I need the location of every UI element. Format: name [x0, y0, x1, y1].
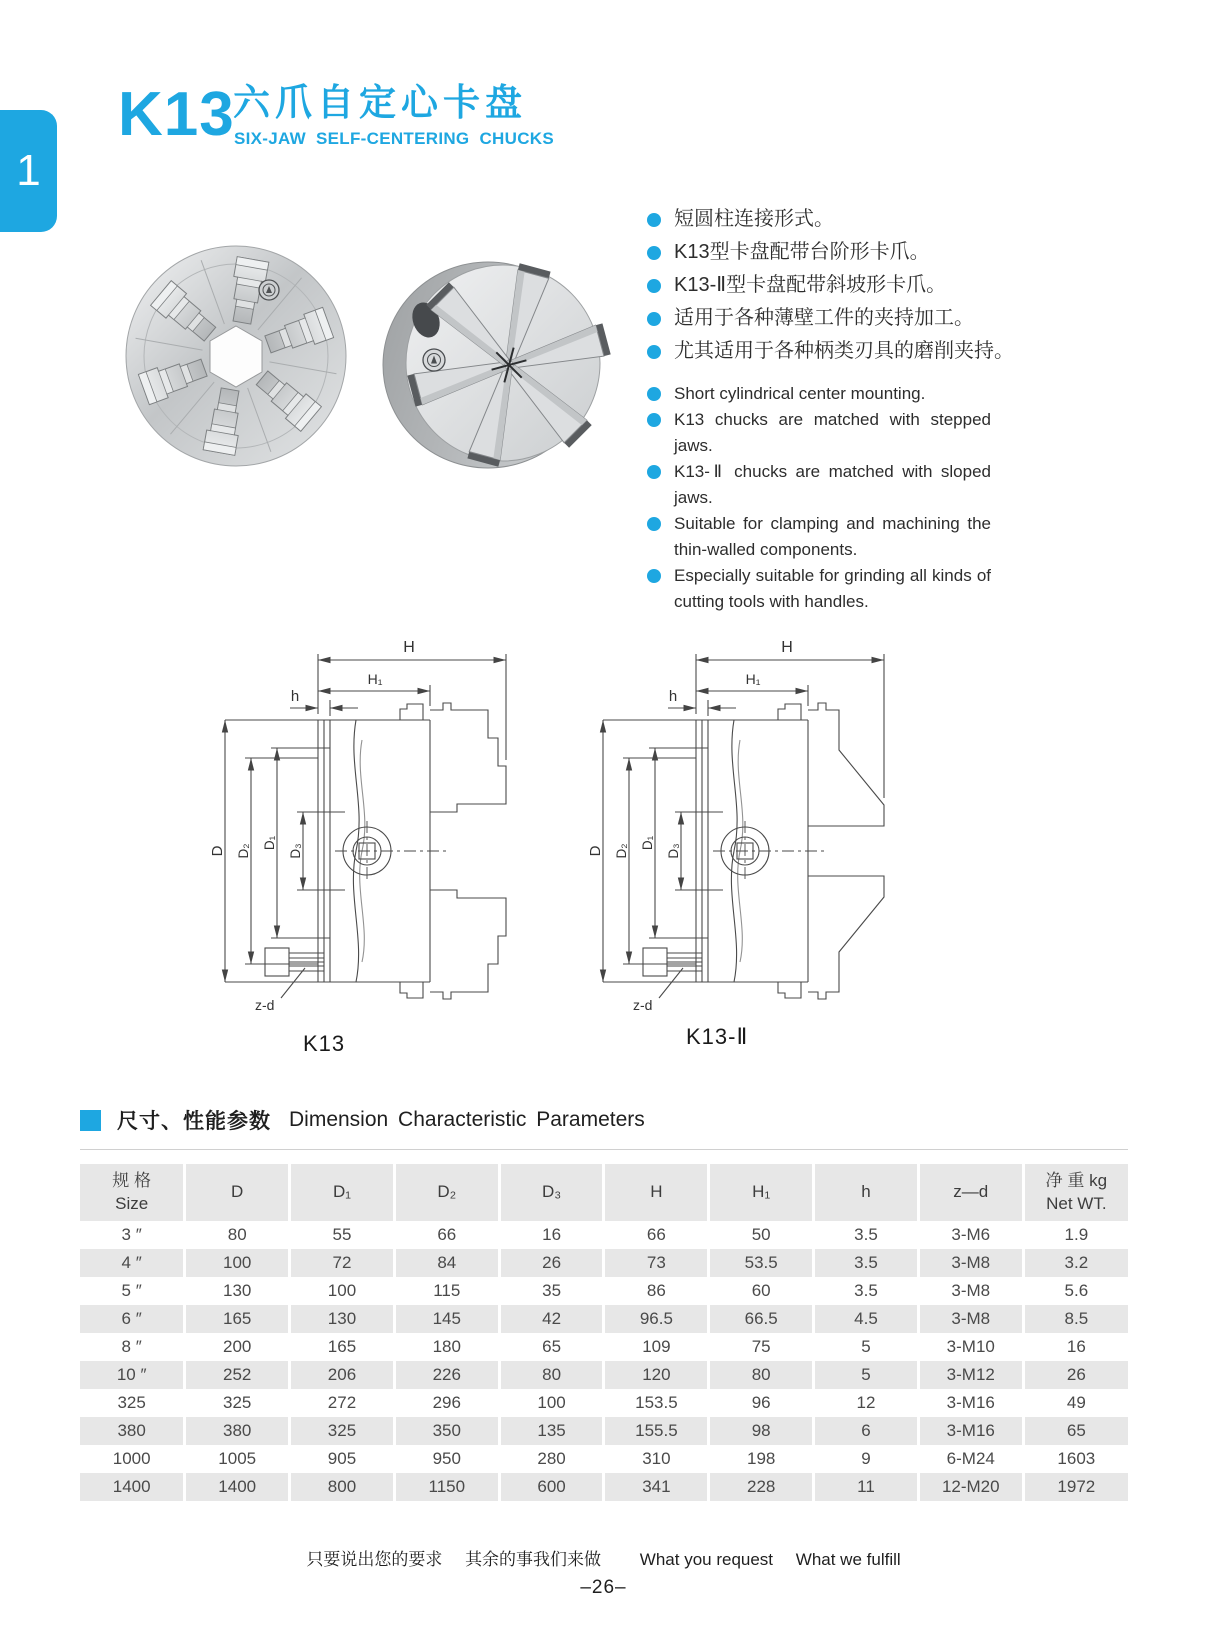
- col-header-size: [80, 1164, 185, 1221]
- table-row: [80, 1333, 1128, 1361]
- drawing-geometry: [225, 654, 506, 999]
- table-cell: 100: [185, 1249, 290, 1277]
- table-cell: 228: [709, 1473, 814, 1501]
- table-row: [80, 1277, 1128, 1305]
- table-cell: 96.5: [604, 1305, 709, 1333]
- table-cell: 84: [394, 1249, 499, 1277]
- feature-text: 适用于各种薄壁工件的夹持加工。: [674, 307, 974, 329]
- dim-label-zd: z-d: [255, 997, 275, 1013]
- feature-item: [647, 302, 1037, 335]
- table-cell: 350: [394, 1417, 499, 1445]
- footer-slogan: [0, 1545, 1207, 1570]
- col-header-h: h: [814, 1164, 919, 1221]
- section-title-zh: 尺寸、性能参数: [117, 1110, 271, 1133]
- table-body: [80, 1221, 1128, 1501]
- table-row: [80, 1221, 1128, 1249]
- table-cell: 1005: [185, 1445, 290, 1473]
- table-cell: 11: [814, 1473, 919, 1501]
- drawing-label-k13: K13: [303, 1031, 346, 1056]
- feature-text: K13 chucks are matched with stepped jaws.: [674, 410, 991, 455]
- feature-list-zh: [647, 203, 1037, 368]
- col-header-d2: D₂: [394, 1164, 499, 1221]
- dim-label-h: h: [668, 688, 678, 705]
- table-cell: 109: [604, 1333, 709, 1361]
- logo-stamp: [259, 280, 279, 300]
- table-cell: 130: [185, 1277, 290, 1305]
- col-header-size-zh: 规 格: [112, 1171, 152, 1191]
- table-cell: 1400: [80, 1473, 185, 1501]
- dim-label-D1: D₁: [640, 835, 655, 851]
- table-cell: 226: [394, 1361, 499, 1389]
- table-cell: 950: [394, 1445, 499, 1473]
- table-cell: 55: [290, 1221, 395, 1249]
- table-cell: 380: [185, 1417, 290, 1445]
- table-cell: 86: [604, 1277, 709, 1305]
- table-row: [80, 1305, 1128, 1333]
- table-cell: 155.5: [604, 1417, 709, 1445]
- feature-text: 尤其适用于各种柄类刃具的磨削夹持。: [674, 340, 1014, 362]
- bullet-icon: [647, 312, 661, 326]
- table-cell: 66: [604, 1221, 709, 1249]
- footer-slogan-zh1: 只要说出您的要求: [306, 1550, 443, 1569]
- table-cell: 3-M8: [918, 1249, 1023, 1277]
- feature-text: K13-Ⅱ chucks are matched with sloped jaws.: [674, 462, 991, 507]
- table-row: [80, 1249, 1128, 1277]
- table-cell: 3-M10: [918, 1333, 1023, 1361]
- table-row: [80, 1361, 1128, 1389]
- technical-drawing-k13: [195, 598, 515, 1018]
- page-number: –26–: [580, 1577, 627, 1598]
- table-cell: 120: [604, 1361, 709, 1389]
- table-cell: 80: [709, 1361, 814, 1389]
- table-cell: 16: [499, 1221, 604, 1249]
- section-title-en: Dimension Characteristic Parameters: [289, 1108, 645, 1131]
- dim-label-H1: H₁: [745, 671, 761, 687]
- table-cell: 600: [499, 1473, 604, 1501]
- table-cell: 5.6: [1023, 1277, 1128, 1305]
- table-cell: 153.5: [604, 1389, 709, 1417]
- dim-label-H1: H₁: [367, 671, 383, 687]
- bullet-icon: [647, 213, 661, 227]
- col-header-d1: D₁: [290, 1164, 395, 1221]
- section-marker-icon: [80, 1110, 101, 1131]
- table-cell: 53.5: [709, 1249, 814, 1277]
- bullet-icon: [647, 517, 661, 531]
- table-cell: 325: [290, 1417, 395, 1445]
- table-cell: 3.5: [814, 1249, 919, 1277]
- table-row: [80, 1417, 1128, 1445]
- feature-item: [647, 335, 1037, 368]
- table-cell: 3.5: [814, 1221, 919, 1249]
- table-cell: 310: [604, 1445, 709, 1473]
- feature-item: [647, 269, 1037, 302]
- dim-label-h: h: [290, 688, 300, 705]
- table-cell: 98: [709, 1417, 814, 1445]
- footer-slogan-en2: What we fulfill: [795, 1550, 901, 1569]
- table-top-rule: [80, 1149, 1128, 1150]
- col-header-d3: D₃: [499, 1164, 604, 1221]
- col-header-zd: z—d: [918, 1164, 1023, 1221]
- table-cell: 3 ″: [121, 1225, 142, 1244]
- table-cell: 325: [185, 1389, 290, 1417]
- table-cell: 1000: [112, 1449, 151, 1468]
- col-header-d: D: [185, 1164, 290, 1221]
- table-cell: 60: [709, 1277, 814, 1305]
- table-row: [80, 1389, 1128, 1417]
- table-cell: 3-M8: [918, 1305, 1023, 1333]
- table-cell: 1603: [1023, 1445, 1128, 1473]
- table-cell: 12: [814, 1389, 919, 1417]
- table-cell: 296: [394, 1389, 499, 1417]
- feature-item: [647, 511, 991, 563]
- table-cell: 280: [499, 1445, 604, 1473]
- table-cell: 1150: [394, 1473, 499, 1501]
- bullet-icon: [647, 465, 661, 479]
- dimension-labels: [209, 639, 415, 1013]
- table-cell: 66.5: [709, 1305, 814, 1333]
- dim-label-D3: D₃: [288, 843, 303, 859]
- table-cell: 26: [499, 1249, 604, 1277]
- table-header-row: [80, 1164, 1128, 1221]
- feature-item: [647, 236, 1037, 269]
- table-cell: 165: [290, 1333, 395, 1361]
- feature-text: K13型卡盘配带台阶形卡爪。: [674, 241, 930, 263]
- table-cell: 80: [185, 1221, 290, 1249]
- table-cell: 16: [1023, 1333, 1128, 1361]
- col-header-H1: H₁: [709, 1164, 814, 1221]
- table-cell: 3-M6: [918, 1221, 1023, 1249]
- dim-label-D2: D₂: [236, 843, 251, 859]
- chuck-photo-front: [112, 226, 364, 486]
- dimension-labels: [587, 639, 793, 1013]
- table-cell: 8.5: [1023, 1305, 1128, 1333]
- table-cell: 80: [499, 1361, 604, 1389]
- table-cell: 65: [499, 1333, 604, 1361]
- dim-label-H: H: [403, 639, 415, 656]
- feature-list-en: [647, 381, 991, 615]
- table-cell: 4 ″: [80, 1249, 185, 1277]
- table-cell: 65: [1023, 1417, 1128, 1445]
- table-cell: 3-M16: [918, 1417, 1023, 1445]
- table-cell: 35: [499, 1277, 604, 1305]
- bullet-icon: [647, 569, 661, 583]
- feature-item: [647, 407, 991, 459]
- table-cell: 96: [709, 1389, 814, 1417]
- table-cell: 12-M20: [918, 1473, 1023, 1501]
- chapter-number: 1: [16, 146, 41, 195]
- drawing-label-k13-2: K13-Ⅱ: [686, 1024, 749, 1049]
- table-cell: 4.5: [814, 1305, 919, 1333]
- feature-text: Especially suitable for grinding all kinds of cutting tools with handles.: [674, 566, 991, 611]
- table-cell: 1.9: [1023, 1221, 1128, 1249]
- dim-label-H: H: [781, 639, 793, 656]
- table-cell: 42: [499, 1305, 604, 1333]
- table-cell: 5 ″: [121, 1281, 142, 1300]
- table-row: [80, 1473, 1128, 1501]
- table-cell: 10 ″: [80, 1361, 185, 1389]
- feature-text: Suitable for clamping and machining the thin-walled components.: [674, 514, 991, 559]
- page-title-zh: 六爪自定心卡盘: [233, 82, 527, 123]
- dimension-table: [80, 1164, 1128, 1501]
- bullet-icon: [647, 246, 661, 260]
- table-cell: 66: [394, 1221, 499, 1249]
- col-header-size-en: Size: [115, 1193, 149, 1213]
- section-header: [80, 1105, 645, 1135]
- table-cell: 5: [814, 1361, 919, 1389]
- table-cell: 73: [604, 1249, 709, 1277]
- chuck-photo-angled: [376, 238, 624, 490]
- table-cell: 135: [499, 1417, 604, 1445]
- table-cell: 380: [80, 1417, 185, 1445]
- table-cell: 3-M12: [918, 1361, 1023, 1389]
- chuck-angled-view: [383, 262, 611, 468]
- dim-label-D1: D₁: [262, 835, 277, 851]
- table-cell: 9: [814, 1445, 919, 1473]
- table-cell: 180: [394, 1333, 499, 1361]
- feature-text: Short cylindrical center mounting.: [674, 384, 926, 403]
- table-cell: 145: [394, 1305, 499, 1333]
- table-cell: 100: [499, 1389, 604, 1417]
- bullet-icon: [647, 413, 661, 427]
- table-row: [80, 1445, 1128, 1473]
- col-header-netwt-zh: 净 重 kg: [1045, 1171, 1108, 1191]
- table-cell: 800: [290, 1473, 395, 1501]
- feature-text: K13-Ⅱ型卡盘配带斜坡形卡爪。: [674, 274, 947, 296]
- table-cell: 115: [394, 1277, 499, 1305]
- bullet-icon: [647, 345, 661, 359]
- table-cell: 6 ″: [80, 1305, 185, 1333]
- feature-item: [647, 381, 991, 407]
- dim-label-D: D: [209, 845, 226, 857]
- table-cell: 252: [185, 1361, 290, 1389]
- table-cell: 3.5: [814, 1277, 919, 1305]
- table-cell: 26: [1023, 1361, 1128, 1389]
- dim-label-D2: D₂: [614, 843, 629, 859]
- technical-drawing-k13-2: [558, 598, 898, 1018]
- dim-label-D: D: [587, 845, 604, 857]
- model-title: K13: [118, 80, 235, 149]
- table-cell: 5: [814, 1333, 919, 1361]
- table-cell: 6-M24: [918, 1445, 1023, 1473]
- table-cell: 325: [117, 1393, 146, 1412]
- logo-stamp: [423, 349, 445, 371]
- table-cell: 49: [1023, 1389, 1128, 1417]
- drawing-geometry: [603, 654, 884, 999]
- footer-slogan-zh2: 其余的事我们来做: [465, 1550, 602, 1569]
- table-cell: 165: [185, 1305, 290, 1333]
- table-cell: 50: [709, 1221, 814, 1249]
- chapter-tab: [0, 110, 57, 232]
- table-cell: 100: [290, 1277, 395, 1305]
- table-cell: 75: [709, 1333, 814, 1361]
- bullet-icon: [647, 387, 661, 401]
- table-cell: 3.2: [1023, 1249, 1128, 1277]
- col-header-netwt: [1023, 1164, 1128, 1221]
- chuck-front-view: [126, 246, 346, 466]
- table-cell: 6: [814, 1417, 919, 1445]
- table-cell: 3-M8: [918, 1277, 1023, 1305]
- footer-slogan-en1: What you request: [639, 1550, 774, 1569]
- col-header-netwt-en: Net WT.: [1046, 1193, 1107, 1213]
- table-cell: 341: [604, 1473, 709, 1501]
- table-cell: 130: [290, 1305, 395, 1333]
- table-cell: 272: [290, 1389, 395, 1417]
- dim-label-D3: D₃: [666, 843, 681, 859]
- table-cell: 1400: [185, 1473, 290, 1501]
- table-cell: 905: [290, 1445, 395, 1473]
- table-cell: 3-M16: [918, 1389, 1023, 1417]
- table-cell: 206: [290, 1361, 395, 1389]
- feature-text: 短圆柱连接形式。: [674, 208, 834, 230]
- feature-item: [647, 459, 991, 511]
- col-header-H: H: [604, 1164, 709, 1221]
- bullet-icon: [647, 279, 661, 293]
- dim-label-zd: z-d: [633, 997, 653, 1013]
- feature-item: [647, 203, 1037, 236]
- table-cell: 8 ″: [121, 1337, 142, 1356]
- page-title-en: SIX-JAW SELF-CENTERING CHUCKS: [234, 129, 554, 148]
- table-cell: 1972: [1023, 1473, 1128, 1501]
- table-cell: 72: [290, 1249, 395, 1277]
- table-cell: 200: [185, 1333, 290, 1361]
- table-cell: 198: [709, 1445, 814, 1473]
